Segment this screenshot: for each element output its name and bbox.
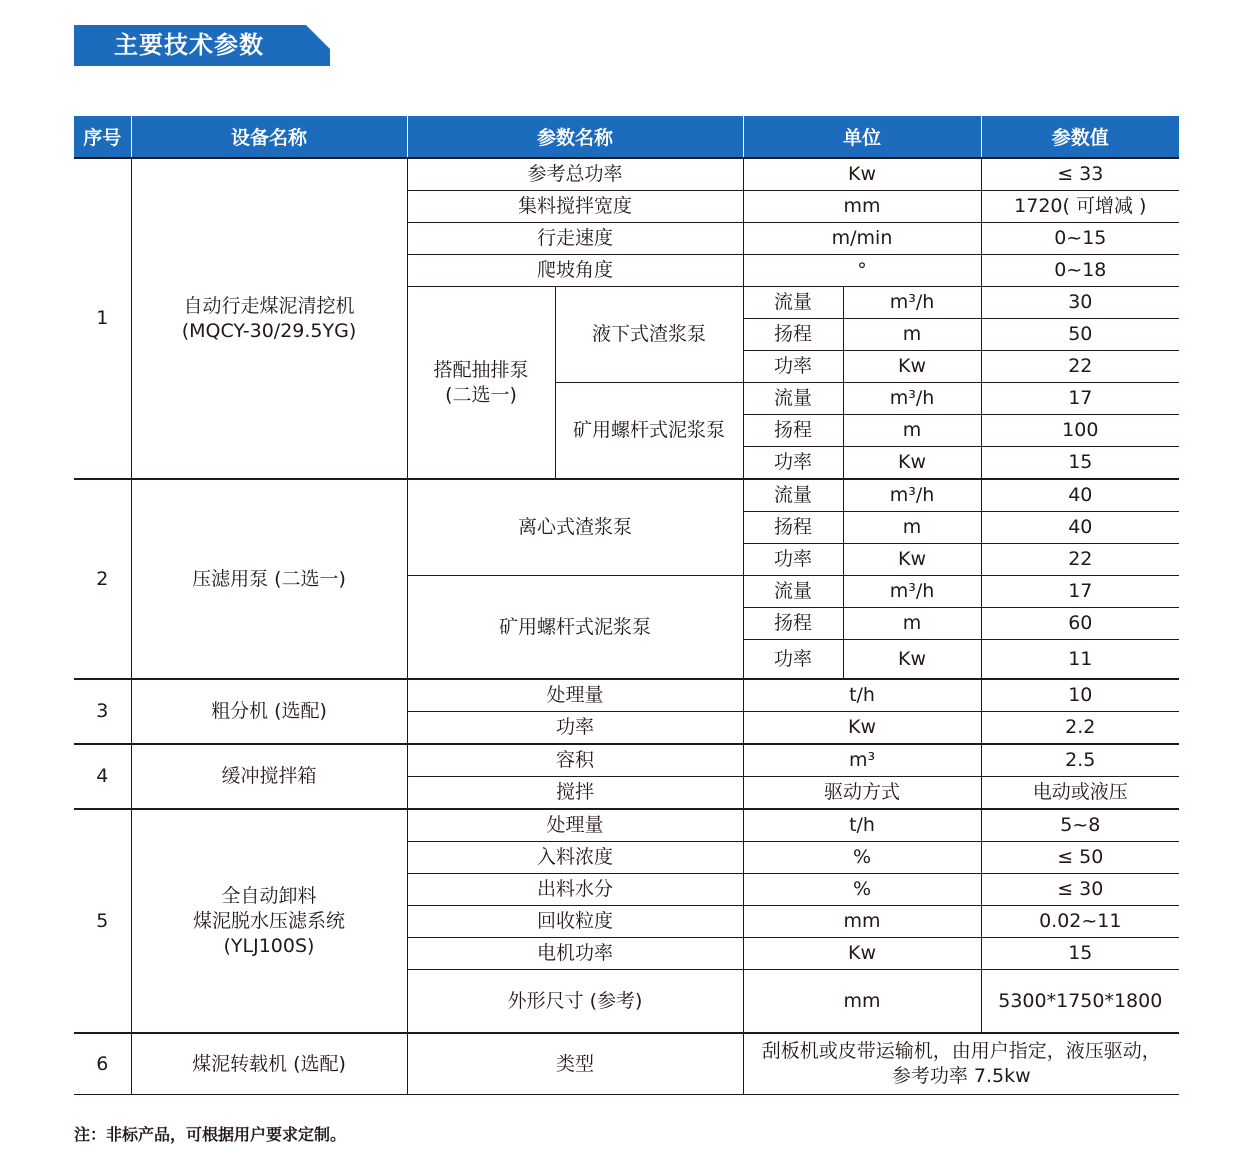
param-unit: m/min bbox=[743, 223, 981, 255]
header-param-value: 参数值 bbox=[981, 116, 1179, 158]
param-value: 2.5 bbox=[981, 744, 1179, 777]
param-value: 0.02~11 bbox=[981, 906, 1179, 938]
sub-param-name: 功率 bbox=[743, 640, 843, 680]
param-value-line: 参考功率 7.5kw bbox=[891, 1065, 1031, 1087]
pump-name: 离心式渣浆泵 bbox=[407, 479, 743, 576]
device-name: 缓冲搅拌箱 bbox=[131, 744, 407, 809]
sub-param-name: 扬程 bbox=[743, 319, 843, 351]
param-value: 40 bbox=[981, 512, 1179, 544]
device-name-line: 自动行走煤泥清挖机 bbox=[183, 294, 355, 317]
param-unit: Kw bbox=[843, 447, 981, 480]
param-value bbox=[743, 1033, 1179, 1095]
device-name: 粗分机 (选配) bbox=[131, 679, 407, 744]
sub-param-name: 流量 bbox=[743, 576, 843, 608]
param-value: ≤ 33 bbox=[981, 158, 1179, 191]
param-name: 行走速度 bbox=[407, 223, 743, 255]
param-unit: m bbox=[843, 415, 981, 447]
param-unit: m³/h bbox=[843, 479, 981, 512]
param-value: 15 bbox=[981, 938, 1179, 970]
footnote: 注：非标产品，可根据用户要求定制。 bbox=[74, 1125, 347, 1144]
pump-group-label bbox=[407, 287, 555, 480]
header-param-name: 参数名称 bbox=[407, 116, 743, 158]
param-value: 40 bbox=[981, 479, 1179, 512]
param-name: 容积 bbox=[407, 744, 743, 777]
section-title-banner bbox=[74, 25, 330, 66]
param-name: 出料水分 bbox=[407, 874, 743, 906]
param-value: ≤ 50 bbox=[981, 842, 1179, 874]
param-unit: mm bbox=[743, 970, 981, 1034]
param-value-line: 刮板机或皮带运输机，由用户指定，液压驱动， bbox=[761, 1040, 1161, 1062]
param-unit: % bbox=[743, 874, 981, 906]
param-unit: Kw bbox=[843, 640, 981, 680]
header-unit: 单位 bbox=[743, 116, 981, 158]
param-value: 0~18 bbox=[981, 255, 1179, 287]
param-value: ≤ 30 bbox=[981, 874, 1179, 906]
header-no: 序号 bbox=[74, 116, 131, 158]
device-name-line: 全自动卸料 bbox=[221, 884, 317, 907]
param-value: 22 bbox=[981, 351, 1179, 383]
param-value: 5300*1750*1800 bbox=[981, 970, 1179, 1034]
section-title: 主要技术参数 bbox=[114, 31, 264, 59]
pump-group-line: (二选一) bbox=[445, 383, 517, 406]
sub-param-name: 功率 bbox=[743, 447, 843, 480]
param-unit: t/h bbox=[743, 679, 981, 712]
param-unit: 驱动方式 bbox=[743, 777, 981, 810]
device-name-line: (MQCY-30/29.5YG) bbox=[181, 319, 357, 342]
param-name: 处理量 bbox=[407, 679, 743, 712]
row-number: 3 bbox=[74, 679, 131, 744]
param-name: 搅拌 bbox=[407, 777, 743, 810]
param-name: 功率 bbox=[407, 712, 743, 745]
sub-param-name: 流量 bbox=[743, 479, 843, 512]
sub-param-name: 流量 bbox=[743, 383, 843, 415]
param-unit: Kw bbox=[843, 351, 981, 383]
param-unit: mm bbox=[743, 906, 981, 938]
param-value: 电动或液压 bbox=[981, 777, 1179, 810]
param-value: 10 bbox=[981, 679, 1179, 712]
table-row bbox=[74, 744, 1179, 777]
sub-param-name: 功率 bbox=[743, 351, 843, 383]
param-unit: m bbox=[843, 608, 981, 640]
param-unit: Kw bbox=[743, 938, 981, 970]
param-unit: m bbox=[843, 319, 981, 351]
param-name: 集料搅拌宽度 bbox=[407, 191, 743, 223]
param-value: 2.2 bbox=[981, 712, 1179, 745]
param-name: 入料浓度 bbox=[407, 842, 743, 874]
param-unit: % bbox=[743, 842, 981, 874]
param-value: 17 bbox=[981, 576, 1179, 608]
param-value: 30 bbox=[981, 287, 1179, 319]
param-value: 15 bbox=[981, 447, 1179, 480]
param-value: 50 bbox=[981, 319, 1179, 351]
param-value: 0~15 bbox=[981, 223, 1179, 255]
param-value: 5~8 bbox=[981, 809, 1179, 842]
header-device-name: 设备名称 bbox=[131, 116, 407, 158]
pump-group-line: 搭配抽排泵 bbox=[433, 358, 529, 381]
device-name bbox=[131, 809, 407, 1033]
row-number: 6 bbox=[74, 1033, 131, 1095]
param-unit: m³/h bbox=[843, 383, 981, 415]
pump-name: 矿用螺杆式泥浆泵 bbox=[407, 576, 743, 680]
param-name: 外形尺寸 (参考) bbox=[407, 970, 743, 1034]
param-name: 爬坡角度 bbox=[407, 255, 743, 287]
sub-param-name: 扬程 bbox=[743, 415, 843, 447]
param-name: 电机功率 bbox=[407, 938, 743, 970]
pump-name: 矿用螺杆式泥浆泵 bbox=[555, 383, 743, 480]
param-value: 11 bbox=[981, 640, 1179, 680]
param-unit: m bbox=[843, 512, 981, 544]
param-value: 100 bbox=[981, 415, 1179, 447]
param-value: 22 bbox=[981, 544, 1179, 576]
pump-name: 液下式渣浆泵 bbox=[555, 287, 743, 383]
param-unit: m³/h bbox=[843, 287, 981, 319]
param-unit: Kw bbox=[743, 712, 981, 745]
row-number: 1 bbox=[74, 158, 131, 479]
param-unit: Kw bbox=[843, 544, 981, 576]
device-name: 煤泥转载机 (选配) bbox=[131, 1033, 407, 1095]
table-row bbox=[74, 809, 1179, 842]
param-unit: m³/h bbox=[843, 576, 981, 608]
device-name bbox=[131, 158, 407, 479]
param-name: 参考总功率 bbox=[407, 158, 743, 191]
sub-param-name: 扬程 bbox=[743, 512, 843, 544]
param-unit: Kw bbox=[743, 158, 981, 191]
param-value: 17 bbox=[981, 383, 1179, 415]
table-row bbox=[74, 679, 1179, 712]
param-name: 回收粒度 bbox=[407, 906, 743, 938]
param-name: 处理量 bbox=[407, 809, 743, 842]
param-value: 1720( 可增减 ) bbox=[981, 191, 1179, 223]
table-header-row bbox=[74, 116, 1179, 158]
param-name: 类型 bbox=[407, 1033, 743, 1095]
table-row bbox=[74, 479, 1179, 512]
param-unit: ° bbox=[743, 255, 981, 287]
device-name-line: (YLJ100S) bbox=[223, 934, 315, 957]
sub-param-name: 功率 bbox=[743, 544, 843, 576]
param-value: 60 bbox=[981, 608, 1179, 640]
parameters-table bbox=[74, 116, 1179, 1095]
row-number: 4 bbox=[74, 744, 131, 809]
param-unit: m³ bbox=[743, 744, 981, 777]
row-number: 2 bbox=[74, 479, 131, 679]
param-unit: t/h bbox=[743, 809, 981, 842]
table-row bbox=[74, 1033, 1179, 1095]
sub-param-name: 流量 bbox=[743, 287, 843, 319]
sub-param-name: 扬程 bbox=[743, 608, 843, 640]
device-name-line: 煤泥脱水压滤系统 bbox=[192, 909, 345, 932]
table-row bbox=[74, 158, 1179, 191]
row-number: 5 bbox=[74, 809, 131, 1033]
param-unit: mm bbox=[743, 191, 981, 223]
device-name: 压滤用泵 (二选一) bbox=[131, 479, 407, 679]
